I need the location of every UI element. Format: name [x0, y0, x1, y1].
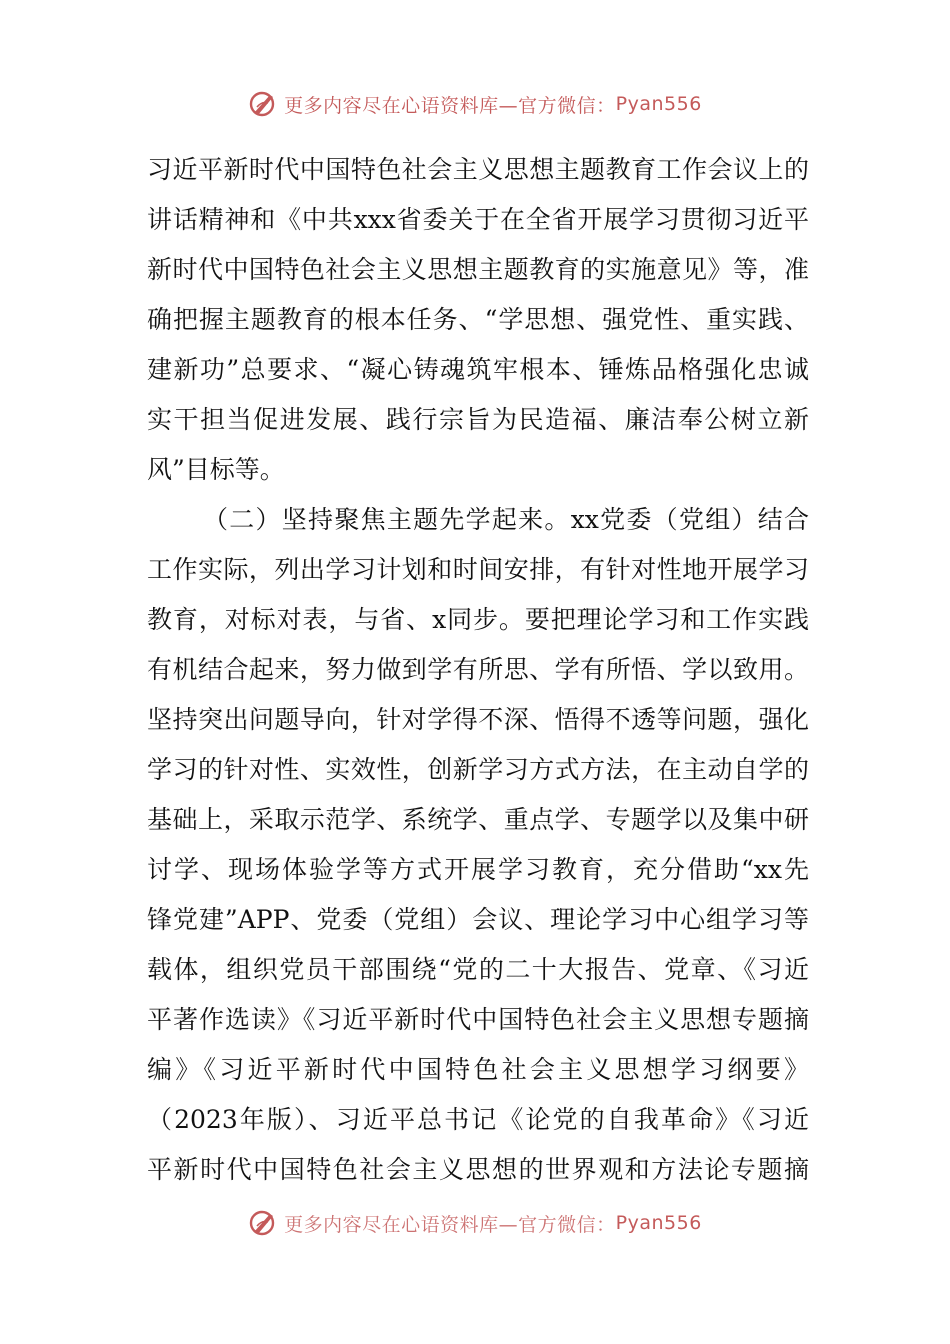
text-line: 新时代中国特色社会主义思想主题教育的实施意见》等，准: [147, 255, 809, 284]
paragraph-1: [147, 145, 809, 495]
text-line: 坚持突出问题导向，针对学得不深、悟得不透等问题，强化: [147, 705, 809, 734]
page-header-watermark: [0, 84, 950, 124]
page-footer-watermark: [0, 1206, 950, 1240]
pen-logo-icon: [248, 1208, 278, 1238]
text-line: 学习的针对性、实效性，创新学习方式方法，在主动自学的: [147, 755, 809, 784]
text-line: 讨学、现场体验学等方式开展学习教育，充分借助“xx先: [147, 855, 809, 884]
text-line: （2023年版）、习近平总书记《论党的自我革命》《习近: [147, 1105, 809, 1134]
text-line: 习近平新时代中国特色社会主义思想主题教育工作会议上的: [147, 155, 809, 184]
text-line: 有机结合起来，努力做到学有所思、学有所悟、学以致用。: [147, 655, 809, 684]
watermark-wechat-id: Pyan556: [615, 1212, 702, 1234]
text-line: 建新功”总要求、“凝心铸魂筑牢根本、锤炼品格强化忠诚: [147, 355, 809, 384]
watermark-wechat-id: Pyan556: [615, 93, 702, 115]
text-line: 教育，对标对表，与省、x同步。要把理论学习和工作实践: [147, 605, 809, 634]
text-line: 确把握主题教育的根本任务、“学思想、强党性、重实践、: [147, 305, 809, 334]
pen-logo-icon: [248, 89, 278, 119]
paragraph-2: [147, 495, 809, 1195]
text-line: 平著作选读》《习近平新时代中国特色社会主义思想专题摘: [147, 1005, 809, 1034]
text-line: 锋党建”APP、党委（党组）会议、理论学习中心组学习等: [147, 905, 809, 934]
text-line: 风”目标等。: [147, 455, 285, 484]
text-line: 平新时代中国特色社会主义思想的世界观和方法论专题摘: [147, 1155, 809, 1184]
watermark-text: 更多内容尽在心语资料库—官方微信：: [284, 94, 616, 117]
text-line: （二）坚持聚焦主题先学起来。xx党委（党组）结合: [203, 505, 809, 534]
text-line: 编》《习近平新时代中国特色社会主义思想学习纲要》: [147, 1055, 809, 1084]
text-line: 载体，组织党员干部围绕“党的二十大报告、党章、《习近: [147, 955, 809, 984]
text-line: 基础上，采取示范学、系统学、重点学、专题学以及集中研: [147, 805, 809, 834]
document-body: [147, 145, 809, 1195]
text-line: 工作实际，列出学习计划和时间安排，有针对性地开展学习: [147, 555, 809, 584]
watermark-text: 更多内容尽在心语资料库—官方微信：: [284, 1213, 616, 1236]
text-line: 实干担当促进发展、践行宗旨为民造福、廉洁奉公树立新: [147, 405, 809, 434]
text-line: 讲话精神和《中共xxx省委关于在全省开展学习贯彻习近平: [147, 205, 809, 234]
